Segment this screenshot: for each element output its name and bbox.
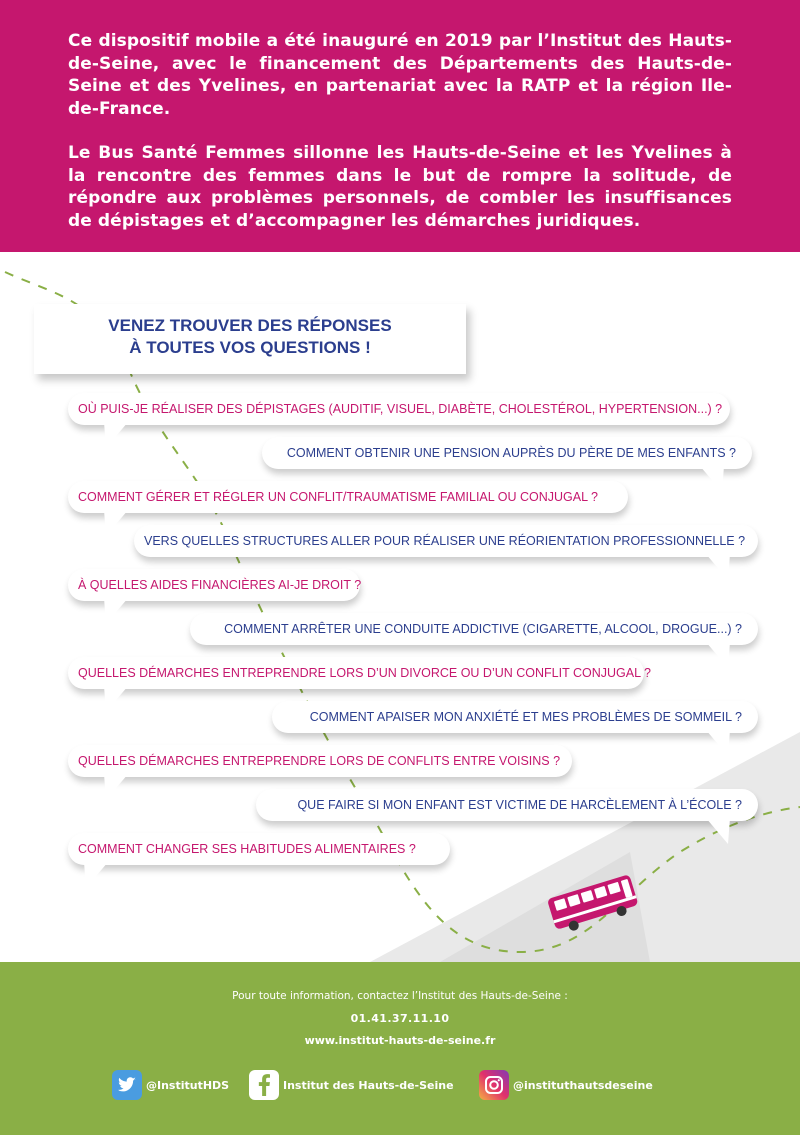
question-bubble	[68, 393, 730, 425]
question-text: QUE FAIRE SI MON ENFANT EST VICTIME DE HARCÈLEMENT À L’ÉCOLE ?	[297, 798, 742, 812]
bubble-tail	[706, 554, 730, 582]
facebook-page-name: Institut des Hauts-de-Seine	[283, 1078, 454, 1092]
contact-footer	[0, 962, 800, 1135]
bubble-tail	[706, 818, 730, 846]
website-link[interactable]: www.institut-hauts-de-seine.fr	[304, 1034, 496, 1047]
question-text: COMMENT CHANGER SES HABITUDES ALIMENTAIRES ?	[78, 842, 416, 856]
intro-band	[0, 0, 800, 252]
bubble-tail	[104, 510, 128, 538]
bubble-tail	[706, 642, 730, 670]
question-bubble	[68, 833, 450, 865]
question-text: COMMENT APAISER MON ANXIÉTÉ ET MES PROBLÈMES DE SOMMEIL ?	[309, 710, 742, 724]
facebook-link[interactable]	[249, 1070, 454, 1100]
question-bubble	[68, 657, 652, 689]
question-text: COMMENT ARRÊTER UNE CONDUITE ADDICTIVE (CIGARETTE, ALCOOL, DROGUE...) ?	[224, 622, 742, 636]
question-bubble	[256, 789, 758, 821]
question-bubble	[190, 613, 758, 645]
question-bubble	[68, 569, 360, 601]
twitter-link[interactable]	[112, 1070, 229, 1100]
bubble-tail	[104, 598, 128, 626]
bus-icon	[544, 872, 642, 934]
twitter-icon	[112, 1070, 142, 1100]
instagram-icon	[479, 1070, 509, 1100]
question-bubble	[272, 701, 758, 733]
question-bubble	[262, 437, 752, 469]
facebook-icon	[249, 1070, 279, 1100]
phone-number[interactable]: 01.41.37.11.10	[350, 1012, 450, 1025]
question-text: À QUELLES AIDES FINANCIÈRES AI-JE DROIT ?	[78, 578, 362, 592]
question-text: COMMENT GÉRER ET RÉGLER UN CONFLIT/TRAUMATISME FAMILIAL OU CONJUGAL ?	[78, 490, 598, 504]
intro-paragraph-1: Ce dispositif mobile a été inauguré en 2019 par l’Institut des Hauts-de-Seine, avec le financement des Départements des Hauts-de-Seine et des Yvelines, en partenariat avec la RATP et la région Ile-de-France.	[68, 31, 732, 119]
instagram-handle: @instituthautsdeseine	[513, 1078, 653, 1092]
question-bubble	[68, 481, 628, 513]
bubble-tail	[84, 862, 108, 890]
question-text: QUELLES DÉMARCHES ENTREPRENDRE LORS DE CONFLITS ENTRE VOISINS ?	[78, 754, 561, 768]
question-text: COMMENT OBTENIR UNE PENSION AUPRÈS DU PÈRE DE MES ENFANTS ?	[286, 446, 736, 460]
question-text: QUELLES DÉMARCHES ENTREPRENDRE LORS D’UN DIVORCE OU D’UN CONFLIT CONJUGAL ?	[78, 666, 652, 680]
bubble-tail	[700, 466, 724, 494]
bubble-tail	[706, 730, 730, 758]
intro-paragraph-2: Le Bus Santé Femmes sillonne les Hauts-de-Seine et les Yvelines à la rencontre des femmes dans le but de rompre la solitude, de répondre aux problèmes personnels, de combler les insuffisances de dépistages et d’accompagner les démarches juridiques.	[68, 143, 732, 231]
bubble-tail	[104, 422, 128, 450]
heading-line-1: VENEZ TROUVER DES RÉPONSES	[108, 316, 392, 335]
bubble-tail	[104, 774, 128, 802]
contact-info-text: Pour toute information, contactez l’Institut des Hauts-de-Seine :	[232, 990, 568, 1002]
question-text: OÙ PUIS-JE RÉALISER DES DÉPISTAGES (AUDITIF, VISUEL, DIABÈTE, CHOLESTÉROL, HYPERTENSION...) ?	[78, 402, 723, 416]
questions-heading	[34, 304, 466, 374]
heading-line-2: À TOUTES VOS QUESTIONS !	[129, 338, 371, 357]
question-text: VERS QUELLES STRUCTURES ALLER POUR RÉALISER UNE RÉORIENTATION PROFESSIONNELLE ?	[144, 534, 746, 548]
question-bubble	[68, 745, 572, 777]
question-bubble	[134, 525, 758, 557]
bubble-tail	[104, 686, 128, 714]
instagram-link[interactable]	[479, 1070, 653, 1100]
twitter-handle: @InstitutHDS	[146, 1078, 230, 1092]
